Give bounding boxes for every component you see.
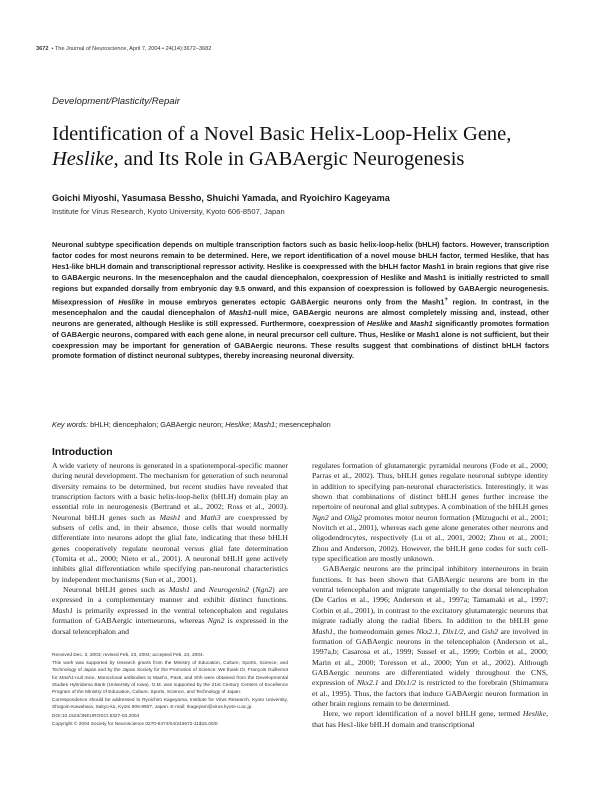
abstract-superscript: + xyxy=(444,296,448,303)
copyright: Copyright © 2004 Society for Neuroscience 0270-6474/04/243672-11$15.00/0 xyxy=(52,721,218,727)
keywords-text: bHLH; diencephalon; GABAergic neuron; xyxy=(88,420,226,429)
gene-name: Mash1 xyxy=(52,605,74,615)
body-text: and xyxy=(378,678,393,688)
keyword-gene: Heslike xyxy=(225,420,250,429)
body-text: ) are expressed in a complementary manner and exhibit distinct functions. xyxy=(52,585,288,605)
abstract-text: region. In contrast, in the mesencephalon and the caudal diencephalon of xyxy=(52,296,549,317)
body-text: is expressed in the dorsal telencephalon and xyxy=(52,616,289,636)
gene-name: Nkx2.1 xyxy=(356,678,379,688)
introduction-heading: Introduction xyxy=(52,447,113,458)
body-text: Neuronal bHLH genes such as xyxy=(63,585,166,595)
intro-paragraph xyxy=(312,461,548,564)
body-text: are coexpressed by subsets of cells and, in their absence, those cells that would normally differentiate into neurons adopt the glial fate, indicating that these bHLH genes cooperatively regulate neuronal versus glial fate determination (Tomita et al., 2000; Nieto et al., 2001). A neuronal bHLH gene actively inhibits glial differentiation while specifying pan-neuronal characteristics by independent mechanisms (Sun et al., 2001). xyxy=(52,512,288,584)
keywords-text: ; mesencephalon xyxy=(275,420,331,429)
intro-paragraph xyxy=(52,585,288,637)
gene-name: Mash1 xyxy=(59,675,74,681)
body-text: , xyxy=(438,626,441,636)
body-text: ( xyxy=(248,585,256,595)
body-text: promotes motor neuron formation (Mizuguchi et al., 2001; Novitch et al., 2001), whereas each gene alone generates other neurons and oligodendrocytes, respectively (Lu et al., 2001, 2002; Zhou et al., 2001; Zhou and Anderson, 2002). However, the bHLH gene codes for such cell-type specification are mostly unknown. xyxy=(312,512,548,564)
gene-name: Dlx1/2 xyxy=(395,678,417,688)
article-title xyxy=(52,122,552,172)
title-gene-name: Heslike xyxy=(52,148,114,170)
gene-name: Dlx1/2 xyxy=(442,626,464,636)
abstract-text: significantly promotes formation of GABAergic neurons, compared with each gene alone, in neural precursor cell culture. Thus, Heslike or Mash1 alone is not sufficient, but their coexpression may be important for generation of GABAergic neurons. These results suggest that combinations of distinct bHLH factors promote formation of distinct neuronal subtypes, thereby increasing neuronal diversity. xyxy=(52,318,550,361)
gene-name: Ngn2 xyxy=(207,616,225,626)
abstract xyxy=(52,240,549,362)
keyword-gene: Mash1 xyxy=(253,420,276,429)
gene-name: Mash1 xyxy=(168,585,191,595)
abstract-gene: Mash1 xyxy=(410,318,433,328)
left-column xyxy=(52,446,288,637)
abstract-gene: Mash1 xyxy=(228,307,252,317)
gene-name: Ngn2 xyxy=(312,512,329,522)
received-dates: Received Dec. 3, 2003; revised Feb. 23, 2004; accepted Feb. 24, 2004. xyxy=(52,653,204,658)
body-text: Here, we report identification of a novel bHLH gene, termed xyxy=(323,709,520,719)
keywords xyxy=(52,420,549,429)
title-line-1: Identification of a Novel Basic Helix-Loop-Helix Gene, xyxy=(52,123,512,145)
intro-paragraph xyxy=(52,461,288,585)
gene-name: Ngn2 xyxy=(255,585,273,595)
gene-name: Olig2 xyxy=(344,512,363,522)
abstract-gene: Heslike xyxy=(366,318,393,328)
body-text: and xyxy=(190,585,205,595)
abstract-text: in mouse embryos generates ectopic GABAergic neurons only from the Mash1 xyxy=(143,296,445,306)
abstract-text: -null mice, GABAergic neurons are almost completely missing and, instead, other neurons are generated, although Heslike is still expressed. Furthermore, coexpression of xyxy=(52,307,549,328)
gene-name: Mash1 xyxy=(312,626,334,636)
body-text: A wide variety of neurons is generated in a spatiotemporal-specific manner during neural development. The mechanism for generation of such neuronal diversity remains to be determined, but recent studies have revealed that transcription factors with a basic helix-loop-helix (bHLH) domain play an essential role in neurogenesis (Bertrand et al., 2002; Ross et al., 2003). Neuronal bHLH genes such as xyxy=(52,461,288,522)
body-text: are involved in formation of GABAergic neurons in the telencephalon (Anderson et al., 1997a,b; Casarosa et al., 1999; Sussel et al., 1999; Corbin et al., 2000; Marin et al., 2000; Toresson et al., 2000; Yun et al., 2002). Although GABAergic neurons are differentiated widely throughout the CNS, expression of xyxy=(312,626,549,688)
body-text: , and xyxy=(463,626,480,636)
body-text: is restricted to the forebrain (Shimamura et al., 1995). Thus, the factors that induce GABAergic neuron formation in other brain regions remain to be determined. xyxy=(312,678,549,708)
funding-note xyxy=(52,660,288,695)
right-column xyxy=(312,461,548,730)
gene-name: Math3 xyxy=(200,512,221,522)
author-list: Goichi Miyoshi, Yasumasa Bessho, Shuichi Yamada, and Ryoichiro Kageyama xyxy=(52,193,390,203)
gene-name: Gsh2 xyxy=(481,626,499,636)
abstract-text: and xyxy=(392,318,408,328)
doi: DOI:10.1523/JNEUROSCI.5327-03.2004 xyxy=(52,713,140,719)
body-text: , that has Hes1-like bHLH domain and transcriptional xyxy=(312,709,549,729)
running-head xyxy=(36,46,576,52)
body-text: and xyxy=(328,512,343,522)
gene-name: Mash1 xyxy=(159,512,181,522)
gene-name: Heslike xyxy=(522,709,547,719)
intro-paragraph xyxy=(312,709,548,730)
footnote-text: -null mice. Monoclonal antibodies to Mash1, Pax6, and Shh were obtained from the Developmental Studies Hybridoma Bank (University of Iowa). G.M. was supported by the 21st Century Centers of Excellence Program of the Ministry of Education, Culture, Sports, Science, and Technology of Japan. xyxy=(52,675,288,695)
keywords-label: Key words: xyxy=(52,420,89,429)
body-text: and xyxy=(180,512,197,522)
body-text: , the homeodomain genes xyxy=(333,626,414,636)
footnote-text: This work was supported by research grants from the Ministry of Education, Culture, Sports, Science, and Technology of Japan and by the Japan Society for the Promotion of Science. We thank Dr. François Guillemot for xyxy=(52,661,288,681)
body-text: regulates formation of glutamatergic pyramidal neurons (Fode et al., 2000; Parras et al., 2002). Thus, bHLH genes regulate neuronal subtype identity in addition to specifying pan-neuronal characteristics. Interestingly, it was shown that combinations of distinct bHLH genes further increase the repertoire of neuronal and glial subtypes. A combination of the bHLH genes xyxy=(312,461,548,512)
abstract-text: Neuronal subtype specification depends on multiple transcription factors such as basic helix-loop-helix (bHLH) factors. However, transcription factor codes for most neurons remain to be determined. Here, we report identification of a novel mouse bHLH factor, termed Heslike, that has Hes1-like bHLH domain and transcriptional repressor activity. Heslike is coexpressed with the bHLH factor Mash1 in brain regions that give rise to GABAergic neurons. In the mesencephalon and the caudal diencephalon, coexpression of Heslike and Mash1 is initially restricted to small regions but expanded dorsally from embryonic day 9.5 onward, and this expansion of coexpression is followed by GABAergic neurogenesis. Misexpression of xyxy=(52,240,549,306)
section-label: Development/Plasticity/Repair xyxy=(52,96,180,107)
correspondence-note: Correspondence should be addressed to Ryoichiro Kageyama, Institute for Virus Research, Kyoto University, Shogoin-Kawahara, Sakyo-ku, Kyoto 606-8507, Japan. E-mail: rkageyam@virus.kyoto-u.ac.jp. xyxy=(52,698,288,711)
footnotes xyxy=(52,644,288,729)
journal-citation: • The Journal of Neuroscience, April 7, 2004 • 24(14):3672–3682 xyxy=(51,46,212,52)
gene-name: Neurogenin2 xyxy=(208,585,249,595)
body-text: GABAergic neurons are the principal inhibitory interneurons in brain functions. It has been shown that GABAergic neurons are born in the ventral telencephalon and migrate tangentially to the dorsal telencephalon (De Carlos et al., 1996; Anderson et al., 1997a; Tamamaki et al., 1997; Corbin et al., 2001), in contrast to the excitatory glutamatergic neurons that migrate radially along the radial fibers. In addition to the bHLH gene xyxy=(312,564,548,626)
body-text: is primarily expressed in the ventral telencephalon and regulates formation of GABAergic interneurons, whereas xyxy=(52,605,288,626)
keywords-separator: ; xyxy=(249,420,254,429)
affiliation: Institute for Virus Research, Kyoto University, Kyoto 606-8507, Japan xyxy=(52,207,285,216)
page-number: 3672 xyxy=(36,46,49,52)
footnote-divider xyxy=(52,648,288,649)
title-line-2: , and Its Role in GABAergic Neurogenesis xyxy=(113,148,465,170)
intro-paragraph xyxy=(312,564,548,709)
abstract-gene: Heslike xyxy=(118,296,144,306)
gene-name: Nkx2.1 xyxy=(416,626,439,636)
